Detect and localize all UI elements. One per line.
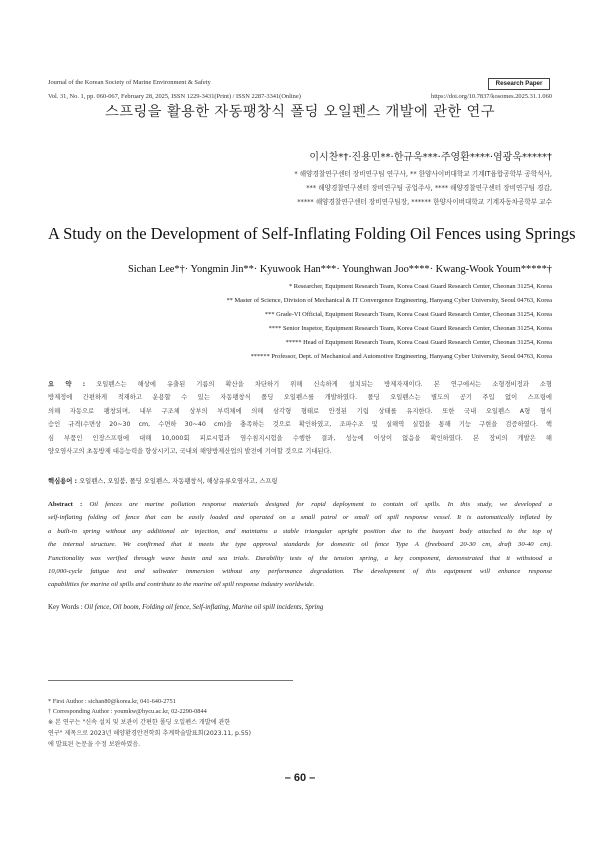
abstract-korean: 요 약 : 오일펜스는 해상에 유출된 기름의 확산을 차단하기 위해 신속하게 설치되는 방제자재이다. 본 연구에서는 소형경비정과 소형 방제정에 간편하게 적재하고 운용할 수 있는 자동팽창식 폴딩 오일펜스를 개발하였다. 폴딩 오일펜스는 별도의 공기 주입 없이 스프링에 의해 자동으로 팽창되며, 내부 구조체 상부의 부력체에 의해 삼각형 형태로 안정된 기립 상태를 유지한다. 또한 국내 오일펜스 A형 형식 승인 규격(수면상 20~30 cm, 수면하 30~40 cm)을 충족하는 것으로 확인하였고, 조파수조 및 실해역 실험을 통해 기능 구현을 검증하였다. 핵 심 부품인 인장스프링에 대해 10,000회 피로시험과 염수침지시험을 수행한 결과, 성능에 이상이 없음을 확인하였다. 본 장비의 개발은 해 양오염사고의 초동방제 대응능력을 향상시키고, 국내외 해양방제산업의 발전에 기여할 것으로 기대된다.: [48, 381, 552, 456]
research-paper-badge: Research Paper: [488, 78, 550, 90]
affiliation-english-line: **** Senior Inspetor, Equipment Research Team, Korea Coast Guard Research Center, Cheonan 31254, Korea: [268, 325, 552, 332]
authors-korean: 이시찬*†·진용민**·한규욱***·주영환****·염광욱*****†: [309, 152, 552, 163]
affiliation-korean-line: * 해양경찰연구센터 장비연구팀 연구사, ** 한양사이버대학교 기계IT융합공학부 공학석사,: [294, 170, 552, 178]
affiliation-english-line: ** Master of Science, Division of Mechanical & IT Convergence Engineering, Hanyang Cyber University, Seoul 04763, Korea: [226, 297, 552, 304]
affiliation-korean-line: ***** 해양경찰연구센터 장비연구팀장, ****** 한양사이버대학교 기계자동차공학부 교수: [297, 198, 552, 206]
footnote-divider: [48, 680, 293, 681]
keywords-korean: 핵심용어 : 오일펜스, 오일붐, 폴딩 오일펜스, 자동팽창식, 해상유류오염사고, 스프링: [48, 478, 278, 485]
title-korean: 스프링을 활용한 자동팽창식 폴딩 오일펜스 개발에 관한 연구: [105, 104, 495, 120]
affiliation-english-line: *** Grade-VI Official, Equipment Research Team, Korea Coast Guard Research Center, Cheonan 31254, Korea: [264, 311, 552, 318]
affiliation-korean-line: *** 해양경찰연구센터 장비연구팀 공업주사, **** 해양경찰연구센터 장비연구팀 경감,: [306, 184, 552, 192]
footnote-first-author: * First Author : sichan80@korea.kr, 041-640-2751: [48, 698, 176, 705]
abstract-korean-label: 요 약 :: [48, 381, 86, 388]
keywords-english: Key Words : Oil fence, Oil boom, Folding oil fence, Self-inflating, Marine oil spill incidents, Spring: [48, 604, 324, 611]
volume-info: Vol. 31, No. 1, pp. 060-067, February 28, 2025, ISSN 1229-3431(Print) / ISSN 2287-3341(Online): [48, 93, 301, 100]
affiliation-english-line: ***** Head of Equipment Research Team, Korea Coast Guard Research Center, Cheonan 31254, Korea: [285, 339, 552, 346]
authors-english: Sichan Lee*†· Yongmin Jin**· Kyuwook Han***· Younghwan Joo****· Kwang-Wook Youm*****†: [127, 264, 552, 275]
footnote-note-line: 에 발표된 논문을 수정 보완하였음.: [48, 741, 141, 748]
affiliation-english-line: * Researcher, Equipment Research Team, Korea Coast Guard Research Center, Cheonan 31254, Korea: [289, 283, 552, 290]
doi-link[interactable]: https://doi.org/10.7837/kosomes.2025.31.1.060: [431, 93, 552, 100]
page-number: – 60 –: [284, 772, 316, 784]
abstract-english: Abstract : Oil fences are marine pollution response materials designed for rapid deployment to contain oil spills. In this study, we developed a self-inflating folding oil fence that can be easily loaded and operated on a small patrol or small oil spill response vessel. It is automatically inflated by a built-in spring without any additional air injection, and maintains a stable triangular upright position due to the buoyant body attached to the top of the internal structure. We confirmed that it meets the type approval standards for domestic oil fence Type A (freeboard 20-30 cm, draft 30-40 cm). Functionality was verified through wave basin and sea trials. Durability tests of the tension spring, a key component, demonstrated that it withstood a 10,000-cycle fatigue test and saltwater immersion without any performance degradation. The development of this equipment will enhance response capabilities for marine oil spills and contribute to the marine oil spill response industry worldwide.: [48, 501, 552, 589]
footnote-note-line: 연구" 제목으로 2023년 해양환경안전학회 추계학술발표회(2023.11, p.55): [48, 730, 251, 737]
abstract-english-label: Abstract :: [48, 501, 83, 508]
title-english: A Study on the Development of Self-Inflating Folding Oil Fences using Springs: [48, 224, 576, 243]
affiliation-english-line: ****** Professor, Dept. of Mechanical and Automotive Engineering, Hanyang Cyber University, Seoul 04763, Korea: [250, 353, 552, 360]
footnote-note-line: ※ 본 연구는 "신속 설치 및 보관이 간편한 폴딩 오일펜스 개발에 관한: [48, 719, 231, 726]
footnote-corresponding-author: † Corresponding Author : youmkw@hycu.ac.kr, 02-2290-0844: [48, 708, 207, 715]
journal-name: Journal of the Korean Society of Marine Environment & Safety: [48, 79, 211, 86]
